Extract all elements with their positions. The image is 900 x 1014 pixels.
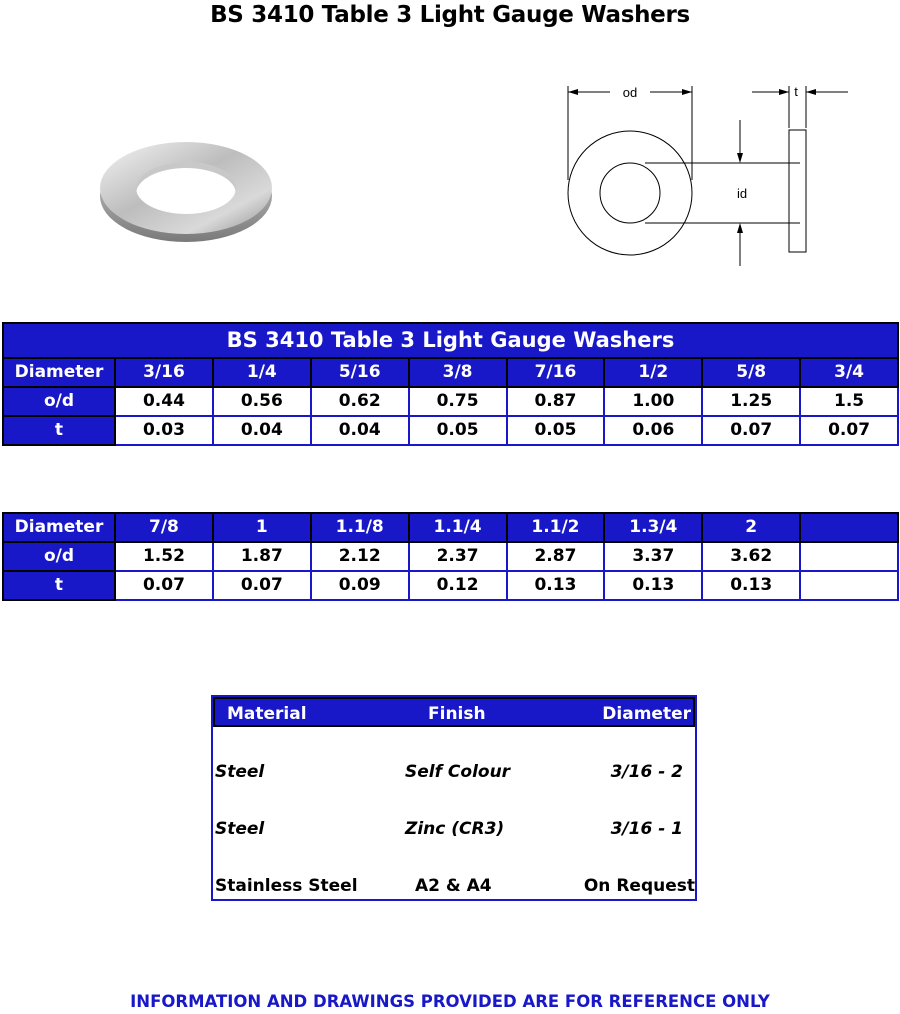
- row-label-od: o/d: [3, 387, 115, 416]
- row-label-od: o/d: [3, 542, 115, 571]
- t-cell: 0.07: [800, 416, 898, 445]
- t-cell: 0.05: [409, 416, 507, 445]
- od-cell: 3.37: [604, 542, 702, 571]
- material-cell: Steel: [215, 819, 265, 839]
- t-cell: 0.09: [311, 571, 409, 600]
- diameter-cell: 1.1/4: [409, 513, 507, 542]
- washer-dimension-drawing: [560, 80, 860, 275]
- materials-table: [211, 695, 697, 901]
- od-cell: 0.87: [507, 387, 605, 416]
- od-cell: 2.87: [507, 542, 605, 571]
- table-row: [3, 571, 898, 600]
- finish-cell: Zinc (CR3): [405, 819, 505, 839]
- od-cell: 2.12: [311, 542, 409, 571]
- od-cell: 1.5: [800, 387, 898, 416]
- od-cell: 0.75: [409, 387, 507, 416]
- t-cell: 0.06: [604, 416, 702, 445]
- diameter-cell: 1.1/8: [311, 513, 409, 542]
- diameter-cell: 1.1/2: [507, 513, 605, 542]
- t-label: t: [794, 84, 798, 99]
- finish-cell: Self Colour: [405, 762, 511, 782]
- od-cell: 1.87: [213, 542, 311, 571]
- diameter-cell: 1/2: [604, 358, 702, 387]
- diameter-cell: 3/8: [409, 358, 507, 387]
- table-row: [3, 513, 898, 542]
- diameter-range-cell: On Request: [583, 876, 695, 896]
- materials-header: [213, 697, 695, 727]
- od-cell: 3.62: [702, 542, 800, 571]
- t-cell: 0.04: [213, 416, 311, 445]
- material-cell: Steel: [215, 762, 265, 782]
- t-cell: 0.13: [507, 571, 605, 600]
- diameter-cell: [800, 513, 898, 542]
- od-label: od: [622, 85, 638, 100]
- diameter-cell: 3/16: [115, 358, 213, 387]
- washer-size-table-1: [2, 322, 899, 446]
- diameter-range-cell: 3/16 - 2: [610, 762, 683, 782]
- od-cell: 0.44: [115, 387, 213, 416]
- header-material: Material: [227, 704, 307, 724]
- diameter-cell: 5/16: [311, 358, 409, 387]
- t-cell: [800, 571, 898, 600]
- material-cell: Stainless Steel: [215, 876, 358, 896]
- t-cell: 0.03: [115, 416, 213, 445]
- diameter-cell: 5/8: [702, 358, 800, 387]
- diameter-cell: 1: [213, 513, 311, 542]
- table-row: [3, 358, 898, 387]
- table-row: [3, 387, 898, 416]
- t-cell: 0.13: [702, 571, 800, 600]
- table-row: [3, 416, 898, 445]
- id-label: id: [736, 186, 748, 201]
- t-cell: 0.07: [213, 571, 311, 600]
- finish-cell: A2 & A4: [415, 876, 492, 896]
- row-label-diameter: Diameter: [3, 513, 115, 542]
- t-cell: 0.07: [115, 571, 213, 600]
- diameter-cell: 2: [702, 513, 800, 542]
- t-cell: 0.04: [311, 416, 409, 445]
- od-cell: [800, 542, 898, 571]
- t-cell: 0.12: [409, 571, 507, 600]
- washer-size-table-2: [2, 512, 899, 601]
- diameter-cell: 7/8: [115, 513, 213, 542]
- washer-photo: [96, 134, 276, 246]
- od-cell: 1.00: [604, 387, 702, 416]
- disclaimer-footer: INFORMATION AND DRAWINGS PROVIDED ARE FOR REFERENCE ONLY: [130, 992, 770, 1011]
- od-cell: 0.56: [213, 387, 311, 416]
- t-cell: 0.07: [702, 416, 800, 445]
- od-cell: 0.62: [311, 387, 409, 416]
- header-finish: Finish: [428, 704, 486, 724]
- list-item: [213, 760, 695, 784]
- table-title: BS 3410 Table 3 Light Gauge Washers: [3, 323, 898, 358]
- header-diameter: Diameter: [602, 704, 691, 724]
- od-cell: 1.52: [115, 542, 213, 571]
- diameter-cell: 1/4: [213, 358, 311, 387]
- diameter-range-cell: 3/16 - 1: [610, 819, 683, 839]
- row-label-t: t: [3, 571, 115, 600]
- od-cell: 2.37: [409, 542, 507, 571]
- diameter-cell: 7/16: [507, 358, 605, 387]
- list-item: [213, 874, 695, 898]
- t-cell: 0.05: [507, 416, 605, 445]
- diameter-cell: 3/4: [800, 358, 898, 387]
- t-cell: 0.13: [604, 571, 702, 600]
- row-label-diameter: Diameter: [3, 358, 115, 387]
- od-cell: 1.25: [702, 387, 800, 416]
- table-row: [3, 542, 898, 571]
- list-item: [213, 817, 695, 841]
- diameter-cell: 1.3/4: [604, 513, 702, 542]
- row-label-t: t: [3, 416, 115, 445]
- page-title: BS 3410 Table 3 Light Gauge Washers: [210, 2, 690, 28]
